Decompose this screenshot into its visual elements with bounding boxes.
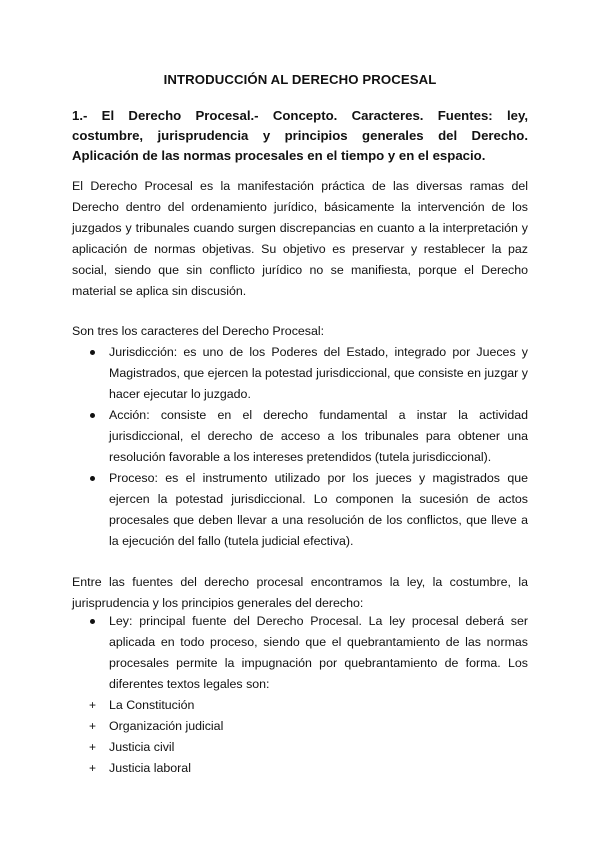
list-item-text: Proceso: es el instrumento utilizado por los jueces y magistrados que ejercen la potestad jurisdiccional. Lo componen la sucesión de actos procesales que deben llevar a una resolución de los conflictos, que lleve a la ejecución del fallo (tutela judicial efectiva). xyxy=(109,471,528,548)
list-item-text: Justicia civil xyxy=(109,740,175,754)
list-item xyxy=(72,695,528,716)
list-item xyxy=(72,342,528,405)
intro-paragraph: El Derecho Procesal es la manifestación práctica de las diversas ramas del Derecho dentro del ordenamiento jurídico, básicamente la intervención de los juzgados y tribunales cuando surgen discrepancias en cuanto a la interpretación y aplicación de normas objetivas. Su objetivo es preservar y restablecer la paz social, siendo que sin conflicto jurídico no se manifiesta, porque el Derecho material se aplica sin discusión. xyxy=(72,179,528,298)
list-item-text: Justicia laboral xyxy=(109,761,191,775)
fuentes-intro: Entre las fuentes del derecho procesal encontramos la ley, la costumbre, la jurisprudencia y los principios generales del derecho: xyxy=(72,575,528,610)
list-item-text: La Constitución xyxy=(109,698,195,712)
textos-legales-list xyxy=(72,695,528,779)
document-title: INTRODUCCIÓN AL DERECHO PROCESAL xyxy=(163,72,437,87)
bullet-plus-icon: + xyxy=(89,719,97,733)
list-item-text: Acción: consiste en el derecho fundamental a instar la actividad jurisdiccional, el derecho de acceso a los tribunales para obtener una resolución favorable a los intereses pretendidos (tutela jurisdiccional). xyxy=(109,408,528,464)
bullet-plus-icon: + xyxy=(89,698,97,712)
list-item xyxy=(72,468,528,552)
list-item-text: Jurisdicción: es uno de los Poderes del Estado, integrado por Jueces y Magistrados, que ejercen la potestad jurisdiccional, que consiste en juzgar y hacer ejecutar lo juzgado. xyxy=(109,345,528,401)
caracteres-intro: Son tres los caracteres del Derecho Procesal: xyxy=(72,324,325,338)
bullet-plus-icon: + xyxy=(89,740,97,754)
caracteres-list xyxy=(72,342,528,552)
fuentes-list xyxy=(72,611,528,695)
section-heading: 1.- El Derecho Procesal.- Concepto. Caracteres. Fuentes: ley, costumbre, jurisprudencia y principios generales del Derecho. Aplicación de las normas procesales en el tiempo y en el espacio. xyxy=(72,108,528,163)
list-item xyxy=(72,405,528,468)
bullet-plus-icon: + xyxy=(89,761,97,775)
list-item-text: Ley: principal fuente del Derecho Procesal. La ley procesal deberá ser aplicada en todo proceso, siendo que el quebrantamiento de las normas procesales permite la impugnación por quebrantamiento de forma. Los diferentes textos legales son: xyxy=(109,614,528,691)
list-item xyxy=(72,737,528,758)
list-item xyxy=(72,716,528,737)
list-item xyxy=(72,758,528,779)
list-item-text: Organización judicial xyxy=(109,719,224,733)
list-item xyxy=(72,611,528,695)
